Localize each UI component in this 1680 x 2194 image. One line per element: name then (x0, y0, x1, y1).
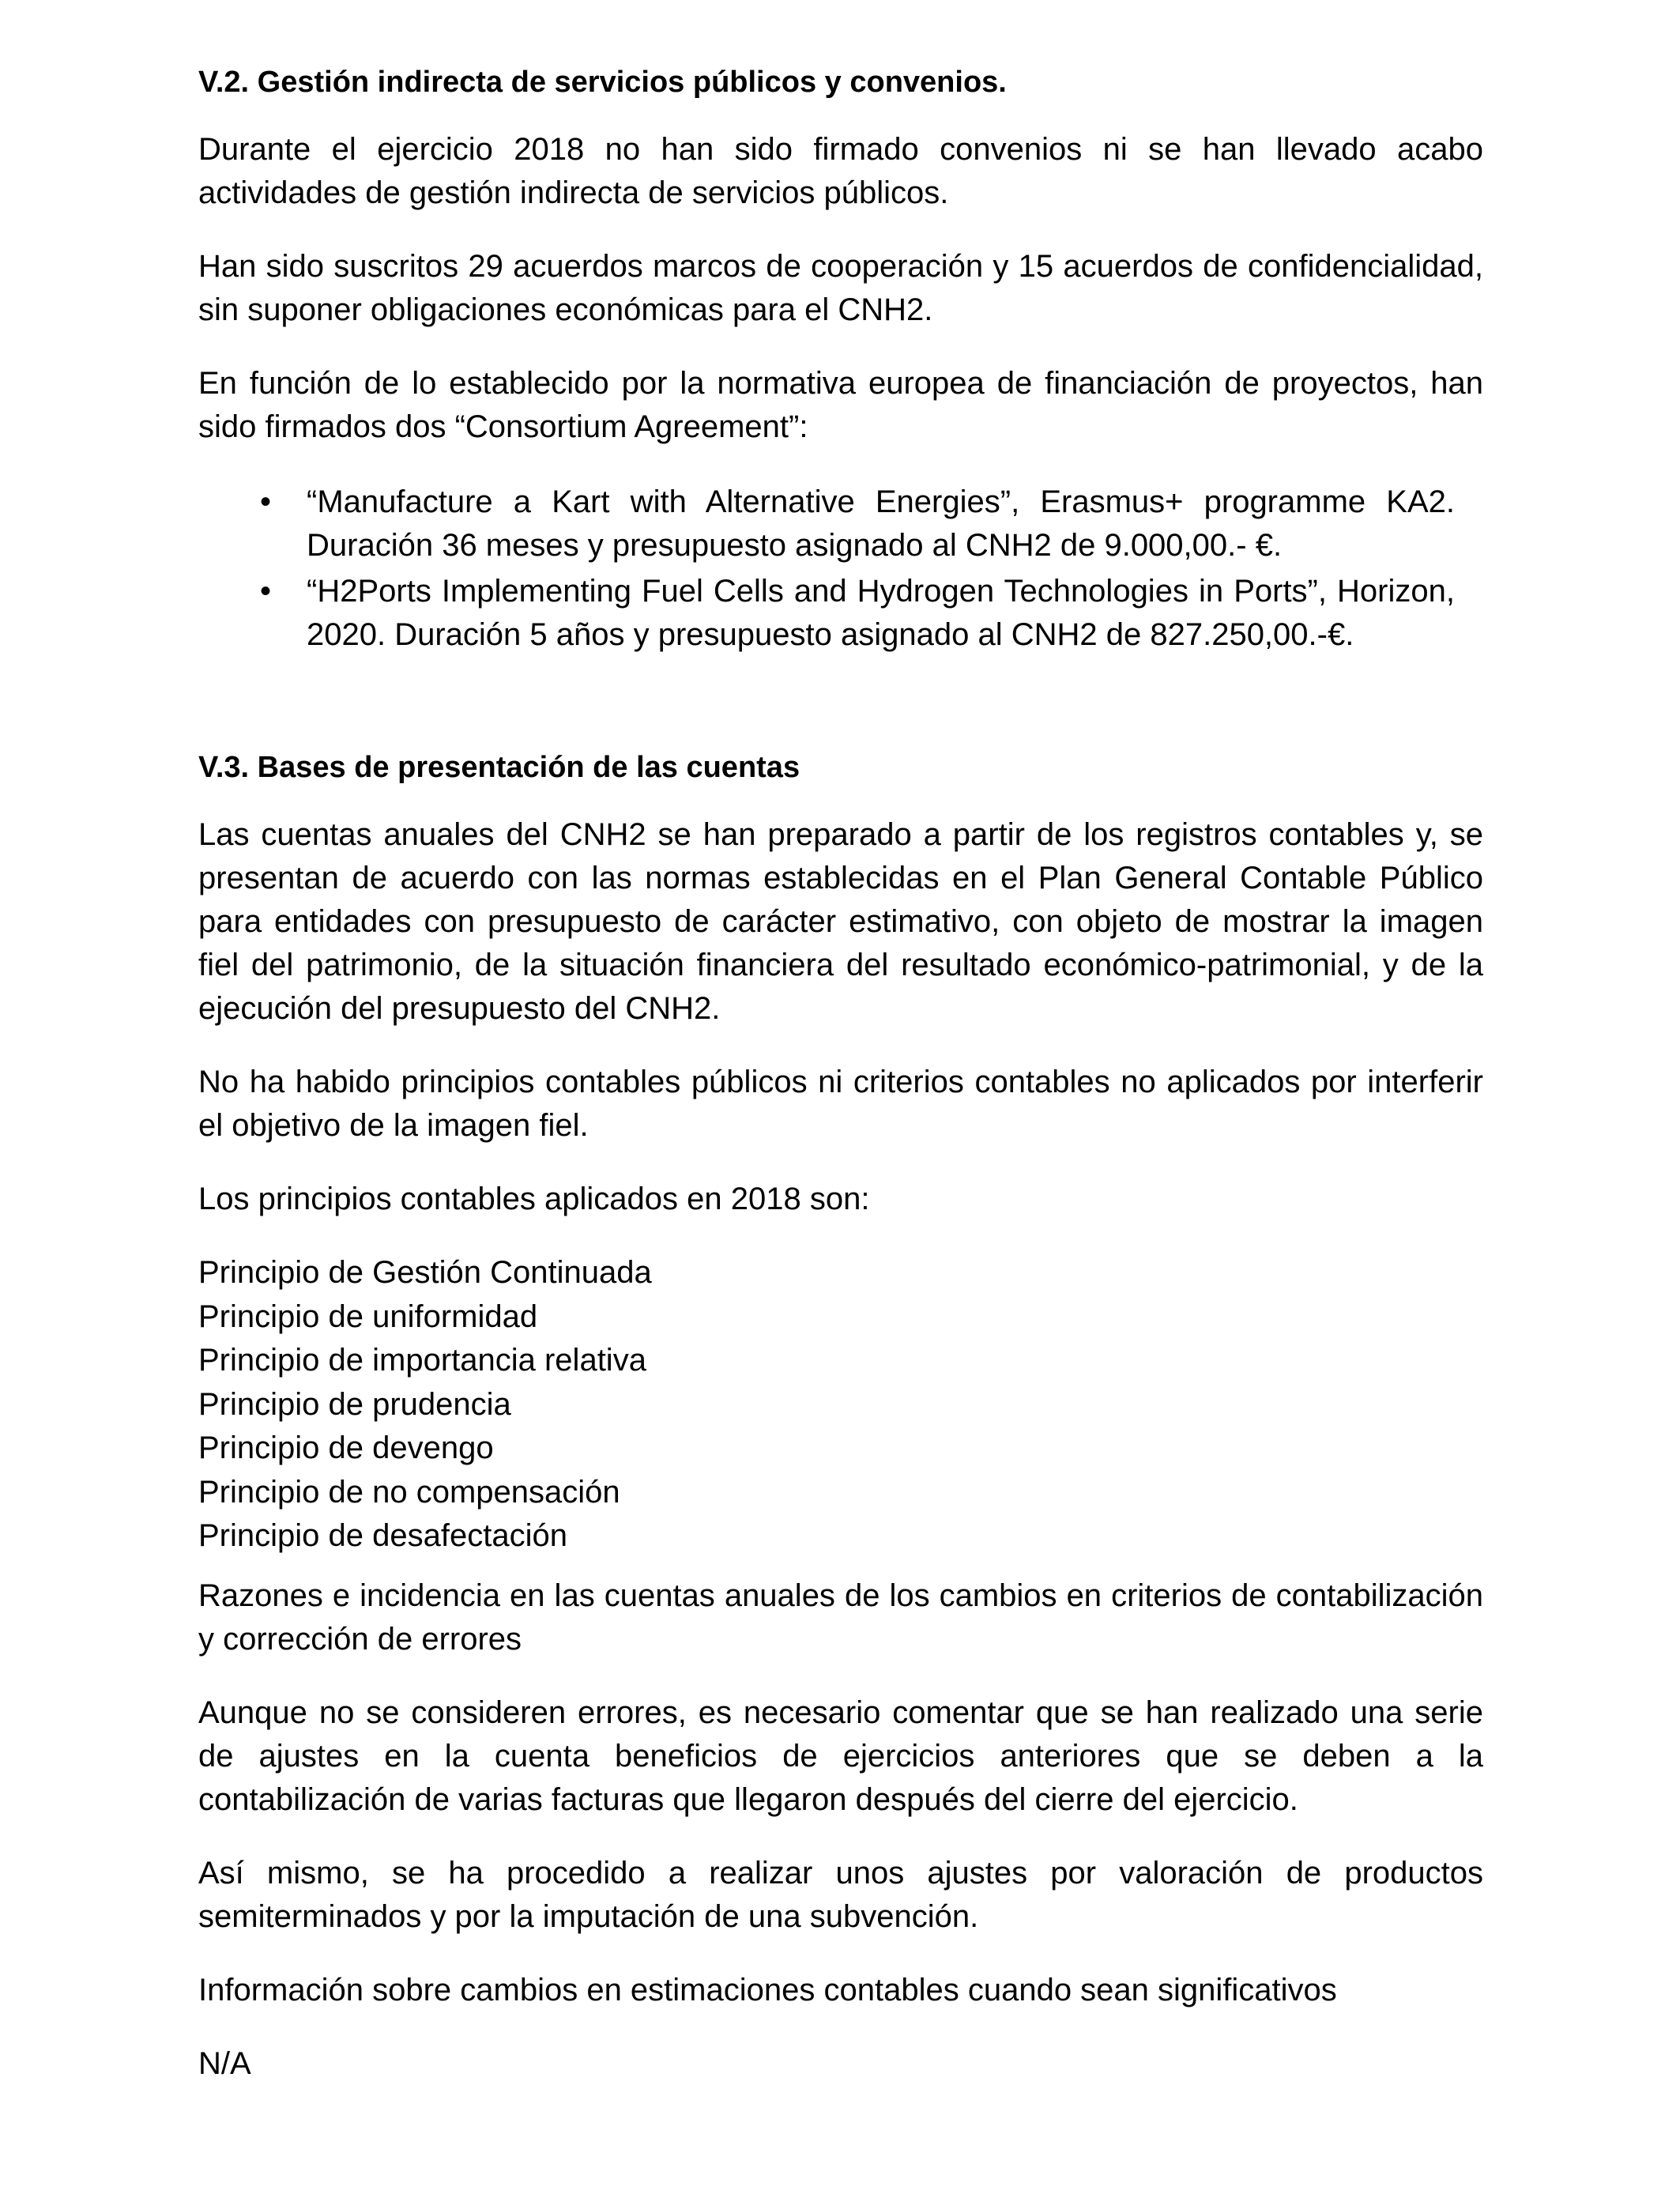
list-item: Principio de uniformidad (198, 1299, 538, 1334)
bullet-icon: • (259, 574, 271, 609)
section-v2-paragraph-acuerdos: Han sido suscritos 29 acuerdos marcos de cooperación y 15 acuerdos de confidencialidad, sin suponer obligaciones económicas para el CNH2. (198, 249, 1483, 327)
list-item: Principio de Gestión Continuada (198, 1255, 652, 1290)
bullet-icon: • (259, 484, 271, 519)
list-item: Principio de desafectación (198, 1518, 567, 1553)
list-item-text: “Manufacture a Kart with Alternative Energies”, Erasmus+ programme KA2. Duración 36 meses y presupuesto asignado al CNH2 de 9.000,00.- €. (307, 484, 1455, 563)
list-item: Principio de prudencia (198, 1386, 511, 1422)
section-v3-heading: V.3. Bases de presentación de las cuentas (198, 751, 800, 784)
section-v3-paragraph-aplicados: Los principios contables aplicados en 2018 son: (198, 1182, 870, 1216)
section-v3-paragraph-estimaciones: Información sobre cambios en estimaciones contables cuando sean significativos (198, 1972, 1337, 2007)
list-item (198, 570, 1455, 657)
section-v2-paragraph-consortium: En función de lo establecido por la normativa europea de financiación de proyectos, han sido firmados dos “Consortium Agreement”: (198, 366, 1483, 444)
section-v3-paragraph-razones: Razones e incidencia en las cuentas anuales de los cambios en criterios de contabilización y corrección de errores (198, 1578, 1483, 1657)
list-item: Principio de devengo (198, 1431, 494, 1465)
section-v3-paragraph-cuentas: Las cuentas anuales del CNH2 se han preparado a partir de los registros contables y, se presentan de acuerdo con las normas establecidas en el Plan General Contable Público para entidades con presupuesto de carácter estimativo, con objeto de mostrar la imagen fiel del patrimonio, de la situación financiera del resultado económico-patrimonial, y de la ejecución del presupuesto del CNH2. (198, 817, 1483, 1026)
list-item: Principio de no compensación (198, 1474, 620, 1510)
section-v2-heading: V.2. Gestión indirecta de servicios públicos y convenios. (198, 66, 1007, 99)
document-page (198, 60, 1483, 2086)
section-v3-paragraph-valoracion: Así mismo, se ha procedido a realizar unos ajustes por valoración de productos semiterminados y por la imputación de una subvención. (198, 1855, 1483, 1934)
list-item: Principio de importancia relativa (198, 1343, 646, 1378)
list-item-text: “H2Ports Implementing Fuel Cells and Hydrogen Technologies in Ports”, Horizon, 2020. Duración 5 años y presupuesto asignado al CNH2 de 827.250,00.-€. (307, 574, 1455, 652)
section-v3-na: N/A (198, 2045, 251, 2081)
list-item (198, 481, 1455, 567)
principles-list (198, 1251, 1483, 1559)
section-v3-paragraph-principios: No ha habido principios contables públicos ni criterios contables no aplicados por interferir el objetivo de la imagen fiel. (198, 1065, 1483, 1143)
consortium-agreements-list (198, 481, 1455, 657)
section-v2-paragraph-convenios: Durante el ejercicio 2018 no han sido firmado convenios ni se han llevado acabo actividades de gestión indirecta de servicios públicos. (198, 132, 1483, 210)
section-v3-paragraph-ajustes: Aunque no se consideren errores, es necesario comentar que se han realizado una serie de ajustes en la cuenta beneficios de ejercicios anteriores que se deben a la contabilización de varias facturas que llegaron después del cierre del ejercicio. (198, 1695, 1483, 1817)
